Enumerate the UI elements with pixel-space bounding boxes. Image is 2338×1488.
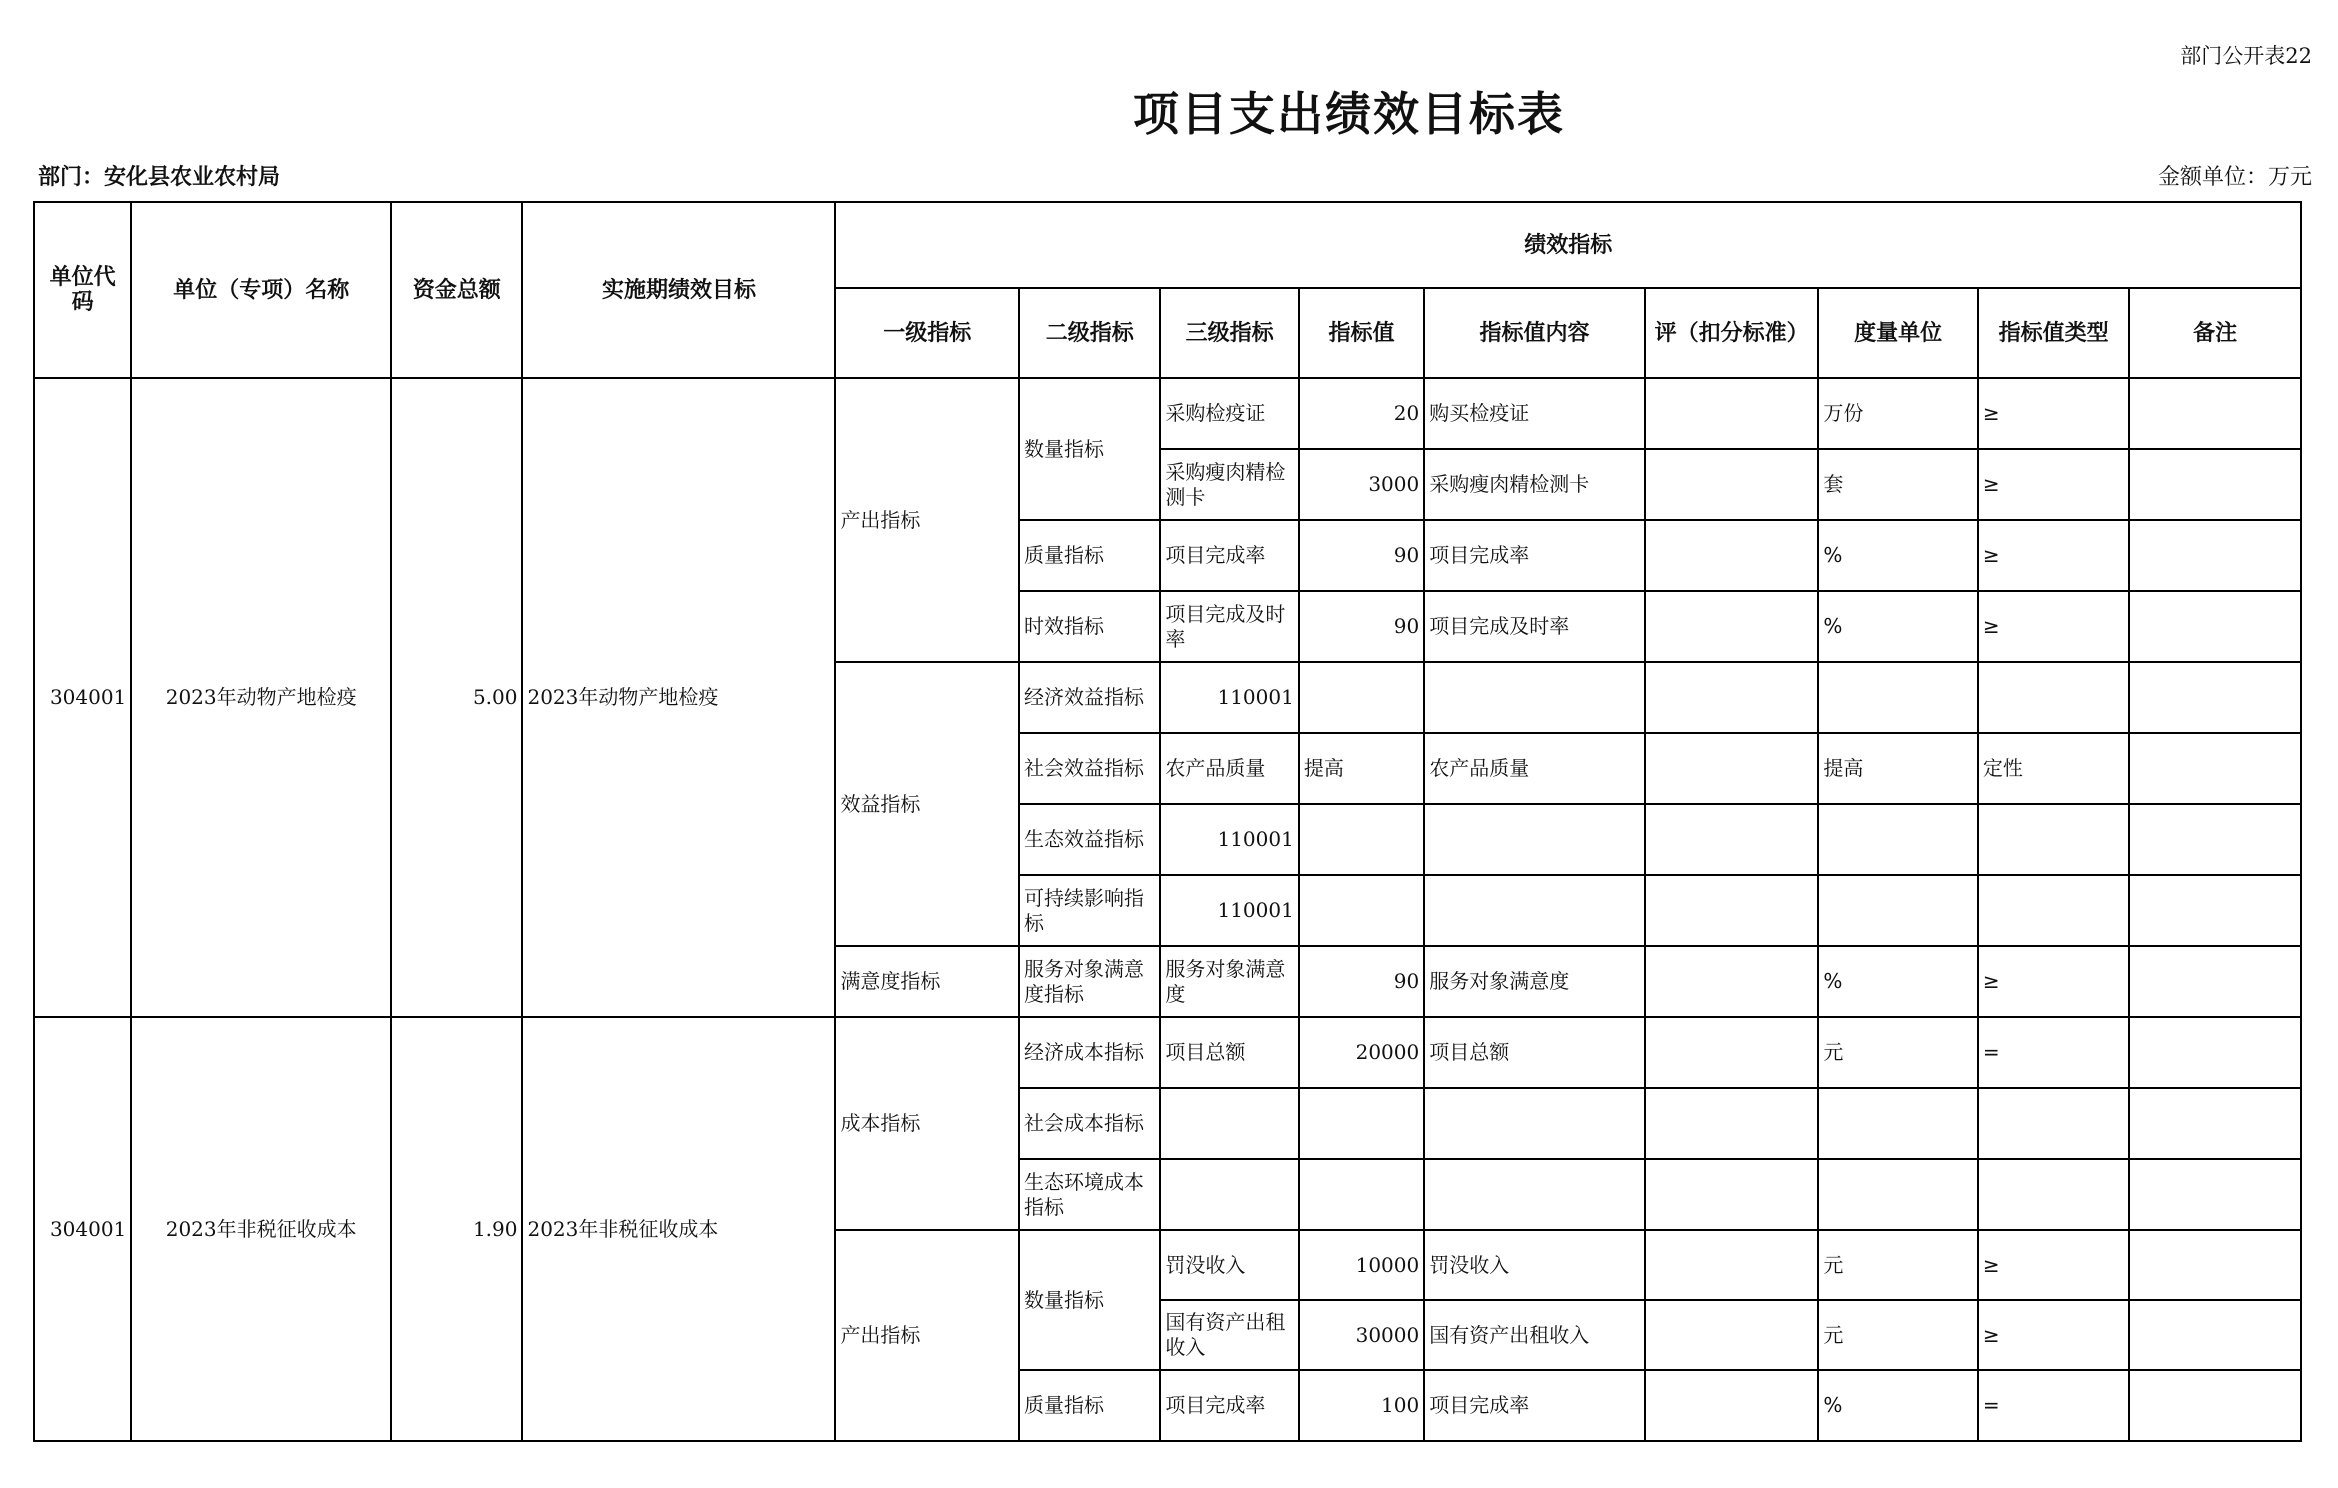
value-cell	[1299, 875, 1424, 946]
goal-cell: 2023年非税征收成本	[522, 1017, 835, 1441]
header-level2: 二级指标	[1019, 288, 1160, 378]
value-type-cell: ≥	[1978, 1230, 2129, 1300]
scoring-cell	[1645, 378, 1819, 449]
measure-cell	[1818, 1159, 1977, 1230]
value-type-cell: =	[1978, 1370, 2129, 1441]
content-cell: 罚没收入	[1424, 1230, 1645, 1300]
remark-cell	[2129, 946, 2301, 1017]
measure-cell: 套	[1818, 449, 1977, 520]
scoring-cell	[1645, 1230, 1819, 1300]
content-cell: 项目完成及时率	[1424, 591, 1645, 662]
remark-cell	[2129, 662, 2301, 733]
value-cell: 90	[1299, 946, 1424, 1017]
value-type-cell: ≥	[1978, 946, 2129, 1017]
scoring-cell	[1645, 946, 1819, 1017]
scoring-cell	[1645, 591, 1819, 662]
value-cell	[1299, 1088, 1424, 1159]
value-type-cell	[1978, 1159, 2129, 1230]
level3-cell: 项目完成率	[1160, 520, 1298, 591]
remark-cell	[2129, 1230, 2301, 1300]
scoring-cell	[1645, 1300, 1819, 1370]
level2-cell: 质量指标	[1019, 520, 1160, 591]
remark-cell	[2129, 520, 2301, 591]
header-remark: 备注	[2129, 288, 2301, 378]
remark-cell	[2129, 1088, 2301, 1159]
content-cell	[1424, 662, 1645, 733]
scoring-cell	[1645, 449, 1819, 520]
goal-cell: 2023年动物产地检疫	[522, 378, 835, 1017]
value-cell	[1299, 662, 1424, 733]
measure-cell: %	[1818, 591, 1977, 662]
value-cell	[1299, 1159, 1424, 1230]
scoring-cell	[1645, 1088, 1819, 1159]
value-cell: 30000	[1299, 1300, 1424, 1370]
remark-cell	[2129, 1017, 2301, 1088]
content-cell	[1424, 1088, 1645, 1159]
amount-cell: 5.00	[391, 378, 522, 1017]
level2-cell: 生态环境成本指标	[1019, 1159, 1160, 1230]
performance-table	[33, 201, 2302, 1442]
form-number: 部门公开表22	[2180, 44, 2312, 68]
level2-cell: 经济效益指标	[1019, 662, 1160, 733]
value-type-cell: ≥	[1978, 378, 2129, 449]
header-scoring: 评（扣分标准）	[1645, 288, 1819, 378]
content-cell	[1424, 804, 1645, 875]
level3-cell: 采购瘦肉精检测卡	[1160, 449, 1298, 520]
measure-cell: %	[1818, 1370, 1977, 1441]
content-cell: 项目完成率	[1424, 520, 1645, 591]
level3-cell	[1160, 1159, 1298, 1230]
scoring-cell	[1645, 875, 1819, 946]
level3-cell: 罚没收入	[1160, 1230, 1298, 1300]
department-label: 部门：安化县农业农村局	[38, 164, 281, 190]
level3-cell: 农产品质量	[1160, 733, 1298, 804]
remark-cell	[2129, 1159, 2301, 1230]
unit-code-cell: 304001	[34, 378, 131, 1017]
header-value-type: 指标值类型	[1978, 288, 2129, 378]
value-cell: 90	[1299, 520, 1424, 591]
content-cell: 农产品质量	[1424, 733, 1645, 804]
value-type-cell	[1978, 804, 2129, 875]
measure-cell	[1818, 875, 1977, 946]
header-goal: 实施期绩效目标	[522, 202, 835, 378]
level2-cell: 经济成本指标	[1019, 1017, 1160, 1088]
remark-cell	[2129, 378, 2301, 449]
level3-cell: 服务对象满意度	[1160, 946, 1298, 1017]
value-cell: 90	[1299, 591, 1424, 662]
level1-cell: 产出指标	[835, 1230, 1019, 1441]
level3-cell: 项目总额	[1160, 1017, 1298, 1088]
content-cell: 项目完成率	[1424, 1370, 1645, 1441]
level2-cell: 社会成本指标	[1019, 1088, 1160, 1159]
measure-cell: %	[1818, 946, 1977, 1017]
content-cell: 购买检疫证	[1424, 378, 1645, 449]
remark-cell	[2129, 1300, 2301, 1370]
content-cell	[1424, 1159, 1645, 1230]
measure-cell: 元	[1818, 1300, 1977, 1370]
scoring-cell	[1645, 1017, 1819, 1088]
header-total-amount: 资金总额	[391, 202, 522, 378]
level1-cell: 成本指标	[835, 1017, 1019, 1230]
measure-cell	[1818, 662, 1977, 733]
measure-cell	[1818, 1088, 1977, 1159]
value-cell: 20000	[1299, 1017, 1424, 1088]
level3-cell: 110001	[1160, 662, 1298, 733]
value-type-cell: 定性	[1978, 733, 2129, 804]
scoring-cell	[1645, 804, 1819, 875]
level3-cell	[1160, 1088, 1298, 1159]
unit-name-cell: 2023年非税征收成本	[131, 1017, 391, 1441]
value-cell	[1299, 804, 1424, 875]
level3-cell: 110001	[1160, 804, 1298, 875]
measure-cell	[1818, 804, 1977, 875]
header-content: 指标值内容	[1424, 288, 1645, 378]
remark-cell	[2129, 591, 2301, 662]
level2-cell: 社会效益指标	[1019, 733, 1160, 804]
value-cell: 10000	[1299, 1230, 1424, 1300]
level1-cell: 满意度指标	[835, 946, 1019, 1017]
remark-cell	[2129, 733, 2301, 804]
level2-cell: 质量指标	[1019, 1370, 1160, 1441]
remark-cell	[2129, 804, 2301, 875]
header-unit-name: 单位（专项）名称	[131, 202, 391, 378]
level2-cell: 服务对象满意度指标	[1019, 946, 1160, 1017]
header-level1: 一级指标	[835, 288, 1019, 378]
unit-code-cell: 304001	[34, 1017, 131, 1441]
scoring-cell	[1645, 662, 1819, 733]
measure-cell: 元	[1818, 1017, 1977, 1088]
measure-cell: 万份	[1818, 378, 1977, 449]
value-cell: 20	[1299, 378, 1424, 449]
header-value: 指标值	[1299, 288, 1424, 378]
remark-cell	[2129, 1370, 2301, 1441]
level2-cell: 可持续影响指标	[1019, 875, 1160, 946]
level1-cell: 产出指标	[835, 378, 1019, 662]
content-cell: 项目总额	[1424, 1017, 1645, 1088]
header-measure-unit: 度量单位	[1818, 288, 1977, 378]
value-type-cell	[1978, 1088, 2129, 1159]
level2-cell: 生态效益指标	[1019, 804, 1160, 875]
measure-cell: 元	[1818, 1230, 1977, 1300]
value-type-cell: ≥	[1978, 449, 2129, 520]
value-type-cell: ≥	[1978, 520, 2129, 591]
value-cell: 提高	[1299, 733, 1424, 804]
unit-name-cell: 2023年动物产地检疫	[131, 378, 391, 1017]
remark-cell	[2129, 875, 2301, 946]
level2-cell: 数量指标	[1019, 378, 1160, 520]
table-row	[34, 1017, 2301, 1088]
level3-cell: 项目完成率	[1160, 1370, 1298, 1441]
scoring-cell	[1645, 1159, 1819, 1230]
value-type-cell: ≥	[1978, 591, 2129, 662]
value-type-cell: =	[1978, 1017, 2129, 1088]
content-cell: 采购瘦肉精检测卡	[1424, 449, 1645, 520]
level3-cell: 采购检疫证	[1160, 378, 1298, 449]
value-type-cell	[1978, 875, 2129, 946]
level3-cell: 国有资产出租收入	[1160, 1300, 1298, 1370]
scoring-cell	[1645, 733, 1819, 804]
scoring-cell	[1645, 520, 1819, 591]
scoring-cell	[1645, 1370, 1819, 1441]
measure-cell: 提高	[1818, 733, 1977, 804]
content-cell	[1424, 875, 1645, 946]
value-type-cell: ≥	[1978, 1300, 2129, 1370]
header-unit-code: 单位代码	[34, 202, 131, 378]
level2-cell: 时效指标	[1019, 591, 1160, 662]
table-row	[34, 378, 2301, 449]
content-cell: 服务对象满意度	[1424, 946, 1645, 1017]
header-performance: 绩效指标	[835, 202, 2301, 288]
content-cell: 国有资产出租收入	[1424, 1300, 1645, 1370]
header-level3: 三级指标	[1160, 288, 1298, 378]
level3-cell: 110001	[1160, 875, 1298, 946]
value-type-cell	[1978, 662, 2129, 733]
value-cell: 3000	[1299, 449, 1424, 520]
level3-cell: 项目完成及时率	[1160, 591, 1298, 662]
value-cell: 100	[1299, 1370, 1424, 1441]
measure-cell: %	[1818, 520, 1977, 591]
amount-cell: 1.90	[391, 1017, 522, 1441]
page-title: 项目支出绩效目标表	[1133, 87, 1565, 141]
amount-unit-label: 金额单位：万元	[2157, 165, 2312, 190]
remark-cell	[2129, 449, 2301, 520]
level1-cell: 效益指标	[835, 662, 1019, 946]
level2-cell: 数量指标	[1019, 1230, 1160, 1370]
